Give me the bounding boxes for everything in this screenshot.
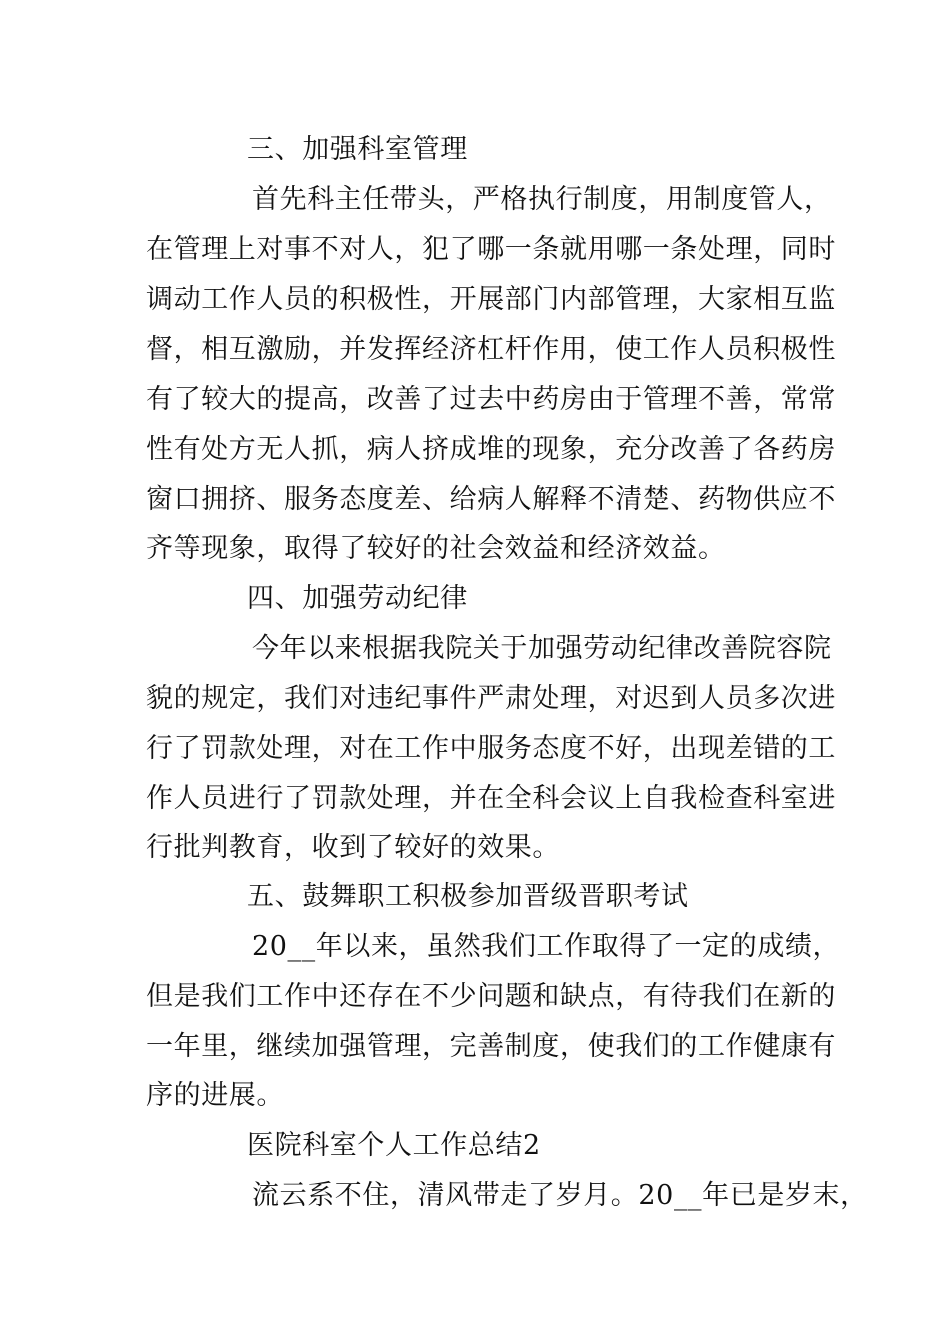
section-heading-3: 三、加强科室管理 <box>247 134 468 165</box>
section-heading-5: 五、鼓舞职工积极参加晋级晋职考试 <box>247 881 689 912</box>
paragraph-line: 首先科主任带头，严格执行制度，用制度管人， <box>252 184 832 215</box>
paragraph-line: 一年里，继续加强管理，完善制度，使我们的工作健康有 <box>146 1031 836 1062</box>
paragraph-line: 行批判教育，收到了较好的效果。 <box>146 832 560 863</box>
paragraph-line: 20__年以来，虽然我们工作取得了一定的成绩， <box>252 931 841 962</box>
paragraph-line: 今年以来根据我院关于加强劳动纪律改善院容院 <box>252 633 832 664</box>
paragraph-line: 行了罚款处理，对在工作中服务态度不好，出现差错的工 <box>146 733 836 764</box>
paragraph-line: 作人员进行了罚款处理，并在全科会议上自我检查科室进 <box>146 783 836 814</box>
paragraph-line: 但是我们工作中还存在不少问题和缺点，有待我们在新的 <box>146 981 836 1012</box>
paragraph-line: 督，相互激励，并发挥经济杠杆作用，使工作人员积极性 <box>146 334 836 365</box>
paragraph-line: 齐等现象，取得了较好的社会效益和经济效益。 <box>146 533 726 564</box>
document-title: 医院科室个人工作总结2 <box>247 1130 541 1161</box>
paragraph-line: 序的进展。 <box>146 1080 284 1111</box>
paragraph-line: 性有处方无人抓，病人挤成堆的现象，充分改善了各药房 <box>146 434 836 465</box>
paragraph-line: 流云系不住，清风带走了岁月。20__年已是岁末， <box>252 1180 868 1211</box>
section-heading-4: 四、加强劳动纪律 <box>247 583 468 614</box>
paragraph-line: 有了较大的提高，改善了过去中药房由于管理不善，常常 <box>146 384 836 415</box>
paragraph-line: 在管理上对事不对人，犯了哪一条就用哪一条处理，同时 <box>146 234 836 265</box>
paragraph-line: 调动工作人员的积极性，开展部门内部管理，大家相互监 <box>146 284 836 315</box>
paragraph-line: 貌的规定，我们对违纪事件严肃处理，对迟到人员多次进 <box>146 683 836 714</box>
paragraph-line: 窗口拥挤、服务态度差、给病人解释不清楚、药物供应不 <box>146 484 836 515</box>
